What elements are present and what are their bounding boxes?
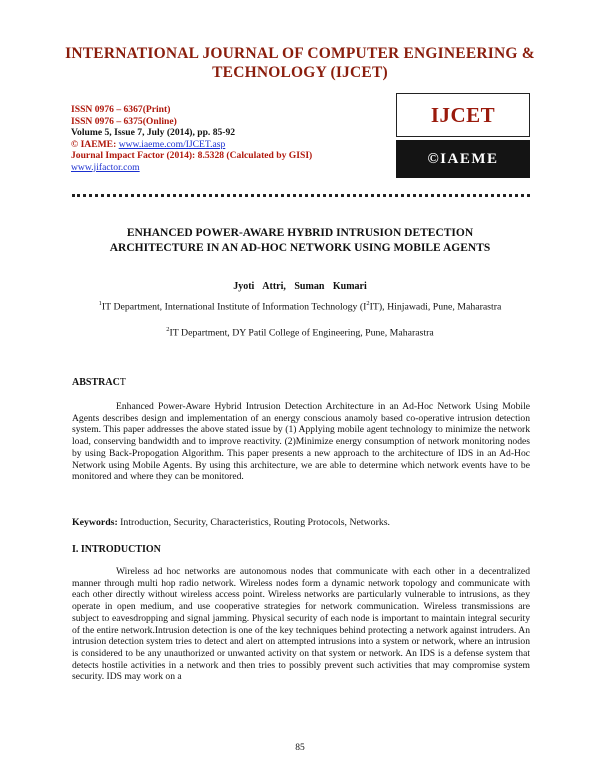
journal-title	[40, 44, 560, 82]
issn-online: ISSN 0976 – 6375(Online)	[71, 115, 177, 127]
iaeme-link[interactable]: www.iaeme.com/IJCET.asp	[118, 138, 226, 150]
affiliation-1-text-end: IT), Hinjawadi, Pune, Maharastra	[369, 301, 502, 313]
iaeme-line	[71, 139, 391, 151]
authors: Jyoti Attri, Suman Kumari	[233, 281, 367, 292]
ijcet-logo	[396, 93, 530, 178]
page-number: 85	[295, 743, 305, 753]
affiliation-1-text: IT Department, International Institute of Information Technology (I	[101, 301, 367, 313]
abstract-heading-tail: T	[119, 377, 126, 388]
abstract-body: Enhanced Power-Aware Hybrid Intrusion Detection Architecture in an Ad-Hoc Network Using Mobile Agents describes design and implementation of an energy conscious anamoly based co-operative intrusion detection system. This paper addresses the above stated issue by (1) Applying mobile agent technology to minimize the network load, conserving bandwidth and to improve reactivity. (2)Minimize energy consumption of network monitoring nodes by using Back-Propogation Algorithm. This paper presents a new approach to the architecture of IDS in an Ad-Hoc Network using Mobile Agents. By using this architecture, we are able to determine which network events have to be monitored and where they can be monitored.	[72, 401, 530, 483]
affiliation-1	[90, 298, 510, 313]
affiliation-2-text: IT Department, DY Patil College of Engineering, Pune, Maharastra	[169, 327, 434, 339]
logo-ijcet-text: IJCET	[396, 93, 530, 137]
abstract-heading-bold: ABSTRAC	[72, 377, 120, 388]
paper-title	[60, 226, 540, 256]
affiliation-1-marker: 1	[98, 300, 102, 307]
section-heading-introduction: I. INTRODUCTION	[72, 544, 161, 555]
affiliation-2-marker: 2	[166, 326, 170, 333]
issn-print: ISSN 0976 – 6367(Print)	[71, 104, 171, 115]
keywords	[72, 517, 530, 528]
iaeme-prefix: © IAEME:	[71, 138, 119, 150]
paper-title-line1: ENHANCED POWER-AWARE HYBRID INTRUSION DETECTION	[126, 227, 474, 239]
volume-info: Volume 5, Issue 7, July (2014), pp. 85-92	[71, 127, 236, 139]
logo-iaeme-text: ©IAEME	[396, 140, 530, 178]
keywords-label: Keywords:	[72, 517, 118, 528]
introduction-body: Wireless ad hoc networks are autonomous nodes that communicate with each other in a decentralized manner through multi hop radio network. Wireless nodes form a dynamic network topology and communicate with each other directly without wireless access point. Wireless networks are particularly vulnerable to intrusions, as they operate in open medium, and use cooperative strategies for network communication. Wireless transmissions are subject to eavesdropping and signal jamming. Physical security of each node is important to maintain integral security of the entire network.Intrusion detection is one of the key techniques behind protecting a network against intruders. An intrusion detection system tries to detect and alert on attempted intrusions into a system or network, where an intrusion is considered to be any unauthorized or unwanted activity on that system or network. An IDS is a defense system that detects hostile activities in a network and then tries to possibly prevent such activities that may compromise system security. IDS may work on a	[72, 566, 530, 683]
journal-title-line1: INTERNATIONAL JOURNAL OF COMPUTER ENGINEERING &	[65, 45, 535, 62]
affiliation-2	[90, 324, 510, 339]
jifactor-link[interactable]: www.jifactor.com	[71, 161, 140, 173]
keywords-text: Introduction, Security, Characteristics, Routing Protocols, Networks.	[117, 517, 390, 528]
journal-meta	[71, 104, 391, 174]
affiliation-1-superscript: 2	[366, 300, 370, 307]
jifactor-line	[71, 162, 391, 174]
paper-title-line2: ARCHITECTURE IN AN AD-HOC NETWORK USING MOBILE AGENTS	[109, 242, 491, 254]
impact-factor: Journal Impact Factor (2014): 8.5328 (Calculated by GISI)	[71, 150, 313, 162]
journal-title-line2: TECHNOLOGY (IJCET)	[212, 64, 388, 81]
abstract-heading	[72, 377, 126, 388]
header-divider	[72, 194, 530, 197]
